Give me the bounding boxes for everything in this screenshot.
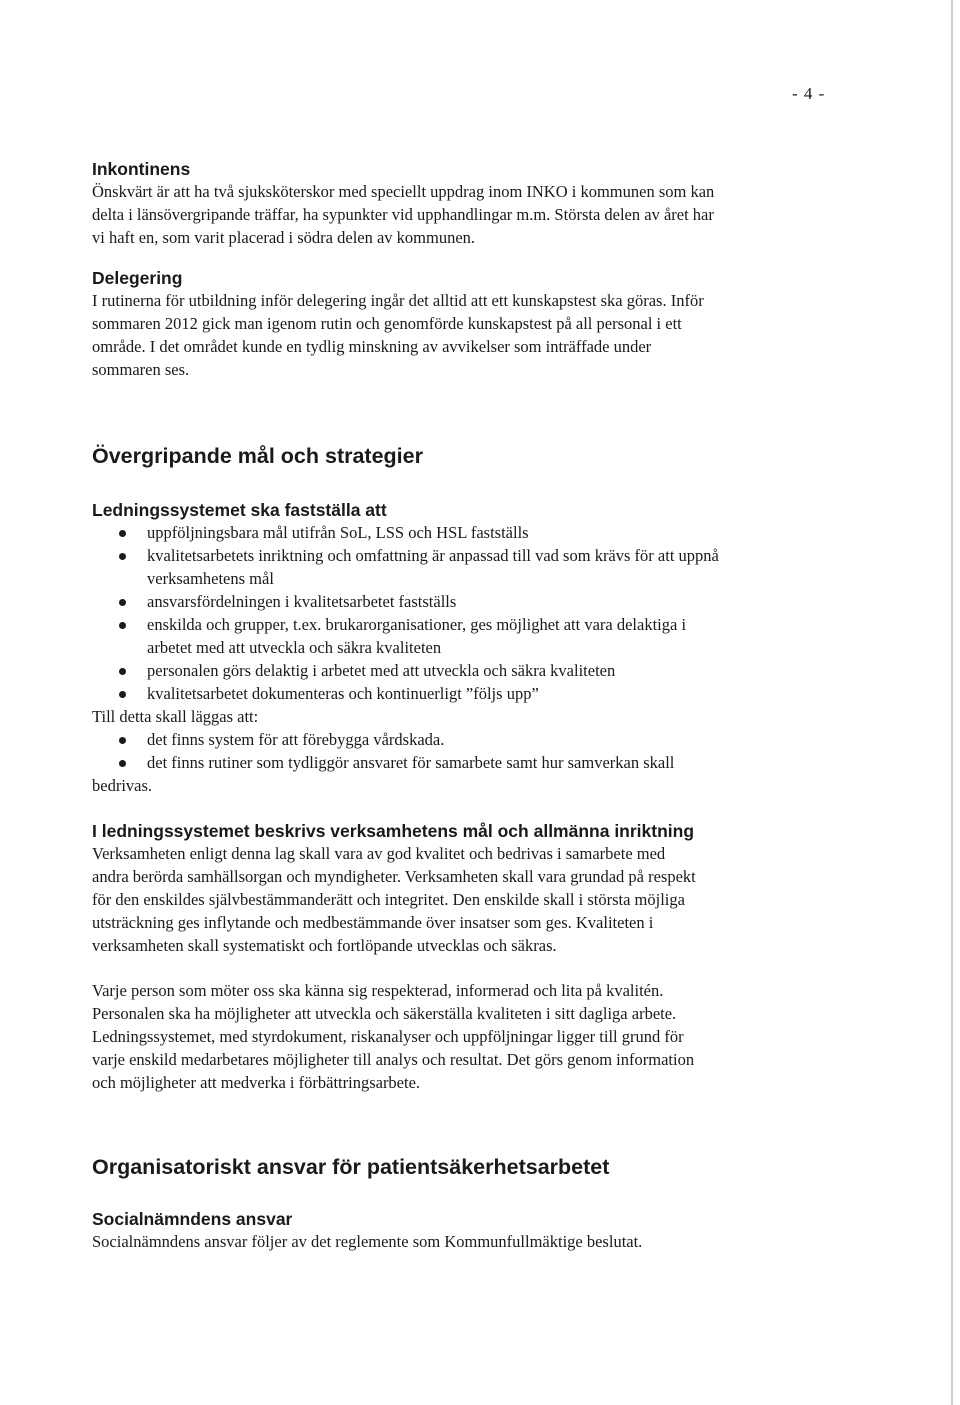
list-item-text: verksamhetens mål [147, 569, 274, 588]
list-item-text: ansvarsfördelningen i kvalitetsarbetet fastställs [147, 592, 457, 611]
heading-organisatoriskt: Organisatoriskt ansvar för patientsäkerhetsarbetet [92, 1155, 610, 1179]
heading-delegering: Delegering [92, 268, 183, 288]
list-item [92, 682, 852, 705]
text-line: andra berörda samhällsorgan och myndigheter. Verksamheten skall vara grundad på respekt [92, 867, 696, 886]
section-delegering [92, 267, 852, 381]
list-item-text: kvalitetsarbetets inriktning och omfattning är anpassad till vad som krävs för att uppnå [147, 546, 719, 565]
text-line: vi haft en, som varit placerad i södra delen av kommunen. [92, 228, 476, 247]
text-line: område. I det området kunde en tydlig minskning av avvikelser som inträffade under [92, 337, 652, 356]
page-number: - 4 - [792, 84, 826, 103]
list-item-text: kvalitetsarbetet dokumenteras och kontinuerligt ”följs upp” [147, 684, 539, 703]
paragraph-1 [92, 842, 852, 957]
heading-overgripande: Övergripande mål och strategier [92, 444, 423, 468]
section-inkontinens [92, 158, 852, 249]
text-line: delta i länsövergripande träffar, ha sypunkter vid upphandlingar m.m. Största delen av året har [92, 205, 714, 224]
bullet-list [92, 521, 852, 705]
text-line: för den enskildes självbestämmanderätt och integritet. Den enskilde skall i största möjliga [92, 890, 685, 909]
bullet-dot-icon [119, 760, 126, 767]
heading-i-ledningssystemet: I ledningssystemet beskrivs verksamhetens mål och allmänna inriktning [92, 821, 695, 841]
intro-text: Till detta skall läggas att: [92, 707, 259, 726]
tail-text: bedrivas. [92, 776, 153, 795]
text-line: I rutinerna för utbildning inför delegering ingår det alltid att ett kunskapstest ska göras. Inför [92, 291, 704, 310]
list-item [92, 659, 852, 682]
list-item-text: uppföljningsbara mål utifrån SoL, LSS och HSL fastställs [147, 523, 529, 542]
section-i-ledningssystemet [92, 820, 852, 1094]
socialnamnden-text: Socialnämndens ansvar följer av det reglemente som Kommunfullmäktige beslutat. [92, 1232, 643, 1251]
text-line: Verksamheten enligt denna lag skall vara av god kvalitet och bedrivas i samarbete med [92, 844, 666, 863]
text-line: Önskvärt är att ha två sjuksköterskor med speciellt uppdrag inom INKO i kommunen som kan [92, 182, 715, 201]
text-line: utsträckning ges inflytande och medbestämmande över insatser som ges. Kvaliteten i [92, 913, 654, 932]
bullet-dot-icon [119, 691, 126, 698]
section-socialnamnden [92, 1208, 852, 1253]
list-item-text: arbetet med att utveckla och säkra kvaliteten [147, 638, 442, 657]
text-line: sommaren ses. [92, 360, 190, 379]
bullet-dot-icon [119, 668, 126, 675]
bullet-list-2 [92, 728, 852, 774]
bullet-dot-icon [119, 599, 126, 606]
bullet-dot-icon [119, 553, 126, 560]
list-item [92, 613, 852, 659]
scan-edge-line [951, 0, 953, 1405]
text-line: verksamheten skall systematiskt och fortlöpande utvecklas och säkras. [92, 936, 557, 955]
bullet-dot-icon [119, 737, 126, 744]
list-item [92, 590, 852, 613]
text-line: Varje person som möter oss ska känna sig respekterad, informerad och lita på kvalitén. [92, 981, 664, 1000]
list-item-text: det finns rutiner som tydliggör ansvaret för samarbete samt hur samverkan skall [147, 753, 675, 772]
list-item-text: personalen görs delaktig i arbetet med att utveckla och säkra kvaliteten [147, 661, 616, 680]
heading-inkontinens: Inkontinens [92, 159, 191, 179]
section-ledningssystemet [92, 499, 852, 797]
bullet-dot-icon [119, 622, 126, 629]
text-line: varje enskild medarbetares möjligheter till analys och resultat. Det görs genom information [92, 1050, 695, 1069]
section-overgripande [92, 443, 852, 469]
page-content [92, 158, 852, 1253]
list-item [92, 521, 852, 544]
text-line: Personalen ska ha möjligheter att utveckla och säkerställa kvaliteten i sitt dagliga arbete. [92, 1004, 677, 1023]
list-item-text: det finns system för att förebygga vårdskada. [147, 730, 445, 749]
inkontinens-paragraph [92, 180, 852, 249]
heading-socialnamnden: Socialnämndens ansvar [92, 1209, 293, 1229]
delegering-paragraph [92, 289, 852, 381]
bullet-dot-icon [119, 530, 126, 537]
text-line: och möjligheter att medverka i förbättringsarbete. [92, 1073, 421, 1092]
text-line: Ledningssystemet, med styrdokument, riskanalyser och uppföljningar ligger till grund för [92, 1027, 684, 1046]
list-item [92, 751, 852, 774]
list-item-text: enskilda och grupper, t.ex. brukarorganisationer, ges möjlighet att vara delaktiga i [147, 615, 687, 634]
section-organisatoriskt [92, 1154, 852, 1180]
list-item [92, 544, 852, 590]
list-item [92, 728, 852, 751]
heading-ledningssystemet: Ledningssystemet ska fastställa att [92, 500, 387, 520]
text-line: sommaren 2012 gick man igenom rutin och genomförde kunskapstest på all personal i ett [92, 314, 682, 333]
paragraph-2 [92, 979, 852, 1094]
